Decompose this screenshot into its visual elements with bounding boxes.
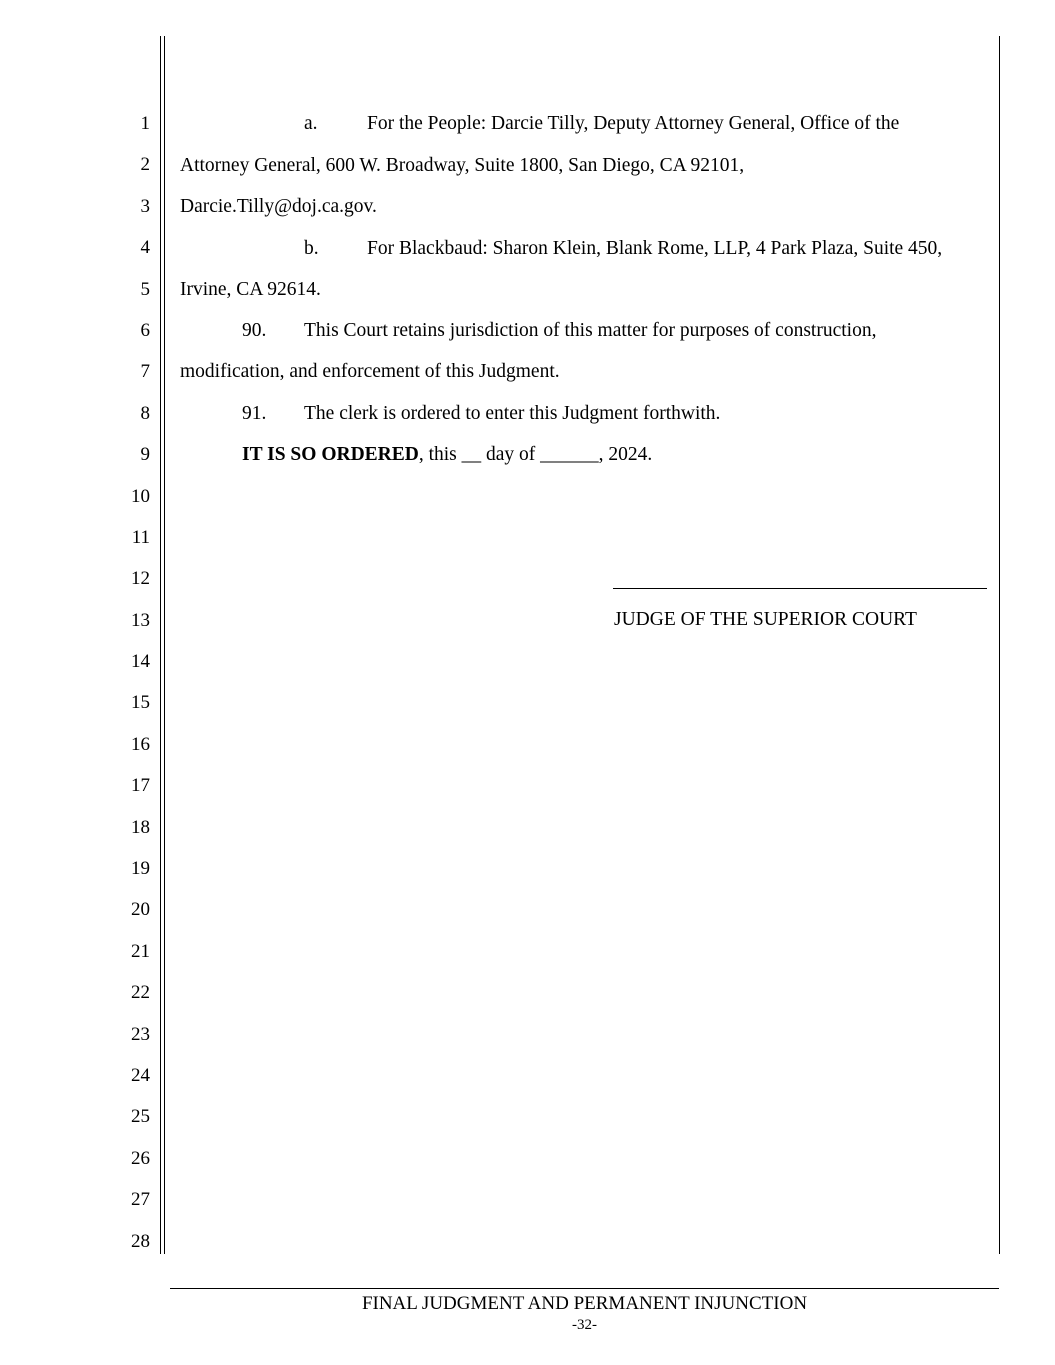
line-number: 20	[131, 899, 150, 921]
order-date-blank: , this __ day of ______, 2024.	[418, 444, 653, 465]
line-number: 13	[131, 609, 150, 631]
item-b-label: b.	[304, 238, 319, 259]
line-number: 18	[131, 816, 150, 838]
line-number: 25	[131, 1106, 150, 1128]
paragraph-91-number: 91.	[242, 403, 267, 424]
item-b-continuation: Irvine, CA 92614.	[180, 279, 321, 300]
line-number: 16	[131, 733, 150, 755]
line-number: 2	[140, 154, 150, 176]
order-bold: IT IS SO ORDERED	[242, 444, 419, 465]
left-margin-rule-inner	[164, 36, 165, 1254]
line-number: 9	[140, 444, 150, 466]
footer-document-title: FINAL JUDGMENT AND PERMANENT INJUNCTION	[361, 1293, 808, 1314]
line-number: 17	[131, 775, 150, 797]
line-number: 12	[131, 568, 150, 590]
line-number: 26	[131, 1147, 150, 1169]
paragraph-90-number: 90.	[242, 320, 267, 341]
line-number-column	[100, 103, 150, 1262]
line-number: 23	[131, 1023, 150, 1045]
line-number: 3	[140, 195, 150, 217]
paragraph-90-continuation: modification, and enforcement of this Judgment.	[180, 361, 560, 382]
line-number: 28	[131, 1230, 150, 1252]
line-number: 7	[140, 361, 150, 383]
line-number: 8	[140, 402, 150, 424]
item-a-text: For the People: Darcie Tilly, Deputy Attorney General, Office of the	[367, 113, 900, 134]
paragraph-91-text: The clerk is ordered to enter this Judgment forthwith.	[304, 403, 721, 424]
line-number: 21	[131, 940, 150, 962]
right-margin-rule	[999, 36, 1000, 1254]
line-number: 22	[131, 982, 150, 1004]
footer-page-number: -32-	[572, 1317, 597, 1333]
line-number: 5	[140, 278, 150, 300]
signature-line	[613, 588, 987, 589]
line-number: 10	[131, 485, 150, 507]
judge-title: JUDGE OF THE SUPERIOR COURT	[614, 609, 917, 630]
line-number: 11	[131, 526, 150, 548]
line-number: 19	[131, 858, 150, 880]
left-margin-rule	[160, 36, 161, 1254]
line-number: 1	[140, 113, 150, 134]
order-statement	[242, 442, 652, 468]
line-number: 24	[131, 1064, 150, 1086]
item-a-continuation: Attorney General, 600 W. Broadway, Suite 1800, San Diego, CA 92101,	[180, 155, 745, 176]
line-number: 14	[131, 651, 150, 673]
footer-rule	[170, 1288, 999, 1289]
paragraph-90-text: This Court retains jurisdiction of this matter for purposes of construction,	[304, 320, 877, 341]
line-number: 4	[140, 237, 150, 259]
item-a-email: Darcie.Tilly@doj.ca.gov.	[180, 196, 377, 217]
line-number: 15	[131, 692, 150, 714]
item-a-label: a.	[304, 113, 318, 134]
item-b-text: For Blackbaud: Sharon Klein, Blank Rome, LLP, 4 Park Plaza, Suite 450,	[367, 238, 943, 259]
line-number: 6	[140, 319, 150, 341]
line-number: 27	[131, 1189, 150, 1211]
